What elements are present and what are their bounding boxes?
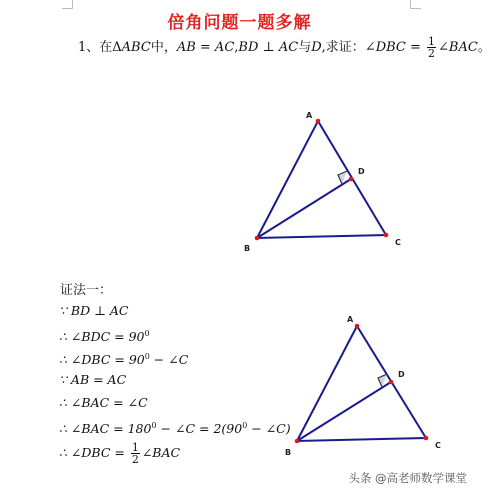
condition-perpendicular: BD ⊥ AC (238, 40, 299, 55)
segment-bd-2 (297, 382, 391, 441)
proof-step-1-text: ∵ BD ⊥ AC (59, 303, 129, 318)
label-d-1: D (358, 167, 365, 176)
degree-mark: 0 (144, 329, 150, 338)
point-d-1 (349, 177, 354, 182)
triangle-name: ABC (121, 40, 151, 55)
label-b-1: B (244, 244, 251, 253)
point-d-2 (389, 380, 394, 385)
point-a-1 (316, 119, 321, 124)
degree-mark: 0 (144, 352, 150, 361)
fraction-numerator: 1 (131, 441, 139, 454)
point-c-1 (384, 233, 389, 238)
label-a-2: A (347, 315, 354, 324)
proof-step-2-text: ∴ ∠BDC = 90 (59, 329, 145, 345)
problem-text-3: 与 (298, 40, 312, 55)
proof-step-5-text: ∴ ∠BAC = ∠C (59, 395, 148, 410)
claim-rhs: ∠BAC (438, 40, 478, 55)
triangle-abc-2 (297, 326, 426, 441)
label-d-2: D (398, 370, 405, 379)
proof-step-3-tail: − ∠C (149, 352, 189, 368)
proof-step-3-text: ∴ ∠DBC = 90 (59, 352, 145, 368)
page-title: 倍角问题一题多解 (167, 13, 312, 33)
proof-step-7-text: ∴ ∠DBC = (59, 445, 129, 460)
proof-heading: 证法一： (60, 283, 113, 298)
point-b-1 (255, 236, 260, 241)
problem-text-4: ,求证： (321, 40, 365, 55)
proof-step-1 (59, 299, 291, 322)
label-b-2: B (285, 448, 292, 457)
degree-mark: 0 (242, 421, 248, 430)
proof-step-6-text: ∴ ∠BAC = 180 (59, 421, 152, 437)
point-c-2 (424, 436, 429, 441)
problem-end: 。 (477, 40, 491, 55)
label-c-2: C (435, 441, 441, 450)
proof-step-7-fraction (131, 442, 140, 465)
label-a-1: A (306, 111, 313, 120)
proof-step-4-text: ∵ AB = AC (59, 372, 127, 387)
triangle-abc-1 (257, 121, 386, 238)
point-d-name: D (311, 40, 322, 55)
proof-step-6 (59, 414, 291, 437)
proof-step-5 (59, 391, 291, 414)
point-b-2 (295, 439, 300, 444)
proof-step-7-tail: ∠BAC (141, 445, 181, 460)
label-c-1: C (395, 238, 401, 247)
triangle-figure-1 (244, 111, 401, 253)
segment-bd-1 (257, 179, 351, 238)
problem-text-1: 在Δ (99, 40, 122, 55)
point-a-2 (355, 324, 360, 329)
condition-equal-sides: AB = AC (176, 40, 235, 55)
problem-text-2: 中， (150, 40, 177, 55)
watermark: 头条 @高老师数学课堂 (348, 471, 467, 485)
proof-steps (59, 299, 291, 469)
triangle-figure-2 (285, 315, 441, 457)
claim-lhs: ∠DBC = (364, 40, 426, 55)
proof-step-7 (59, 437, 291, 469)
problem-number: 1、 (78, 40, 100, 55)
fraction-numerator: 1 (428, 35, 436, 48)
proof-step-4 (59, 368, 291, 391)
proof-step-3 (59, 345, 291, 368)
problem-separator: , (234, 40, 239, 55)
proof-step-6-mid: − ∠C = 2(90 (156, 421, 243, 437)
degree-mark: 0 (151, 421, 157, 430)
fraction-denominator: 2 (131, 453, 139, 466)
fraction-denominator: 2 (428, 47, 436, 60)
proof-step-2 (59, 322, 291, 345)
proof-step-6-tail: − ∠C) (247, 421, 291, 437)
